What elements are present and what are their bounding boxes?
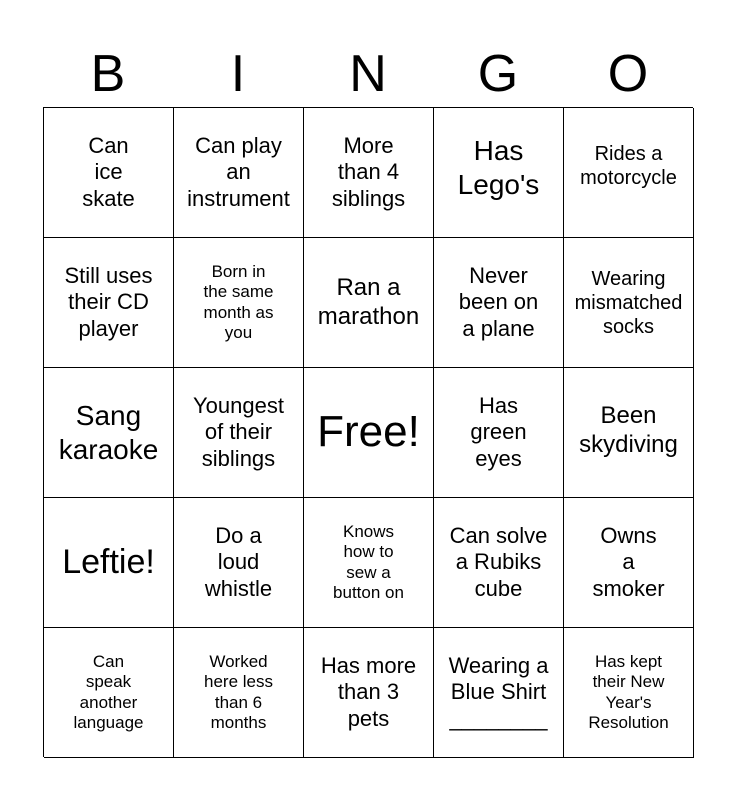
bingo-cell[interactable]: Sang karaoke [44,368,174,498]
bingo-cell[interactable]: Do a loud whistle [174,498,304,628]
header-letter-b: B [90,45,126,103]
header-letter-g: G [477,45,519,103]
header-letter-i: I [230,45,246,103]
bingo-cell[interactable]: Born in the same month as you [174,238,304,368]
bingo-cell[interactable]: Can solve a Rubiks cube [434,498,564,628]
bingo-cell-free[interactable]: Free! [304,368,434,498]
bingo-cell[interactable]: Has kept their New Year's Resolution [564,628,694,758]
bingo-cell[interactable]: Wearing mismatched socks [564,238,694,368]
bingo-header [43,40,693,108]
bingo-cell[interactable]: Rides a motorcycle [564,108,694,238]
bingo-cell[interactable]: Never been on a plane [434,238,564,368]
bingo-cell[interactable]: Worked here less than 6 months [174,628,304,758]
bingo-card-grid [43,107,693,757]
bingo-cell[interactable]: Has green eyes [434,368,564,498]
bingo-cell[interactable]: Can play an instrument [174,108,304,238]
bingo-cell[interactable]: Has more than 3 pets [304,628,434,758]
bingo-cell[interactable]: Knows how to sew a button on [304,498,434,628]
bingo-cell[interactable]: Can ice skate [44,108,174,238]
bingo-cell[interactable]: Been skydiving [564,368,694,498]
bingo-cell[interactable]: Ran a marathon [304,238,434,368]
bingo-cell[interactable]: Has Lego's [434,108,564,238]
bingo-cell[interactable]: Youngest of their siblings [174,368,304,498]
bingo-cell[interactable]: Leftie! [44,498,174,628]
bingo-cell[interactable]: Can speak another language [44,628,174,758]
header-letter-n: N [349,45,387,103]
bingo-cell[interactable]: More than 4 siblings [304,108,434,238]
header-letter-o: O [607,45,649,103]
bingo-cell[interactable]: Still uses their CD player [44,238,174,368]
bingo-cell[interactable]: Wearing a Blue Shirt ________ [434,628,564,758]
bingo-cell[interactable]: Owns a smoker [564,498,694,628]
